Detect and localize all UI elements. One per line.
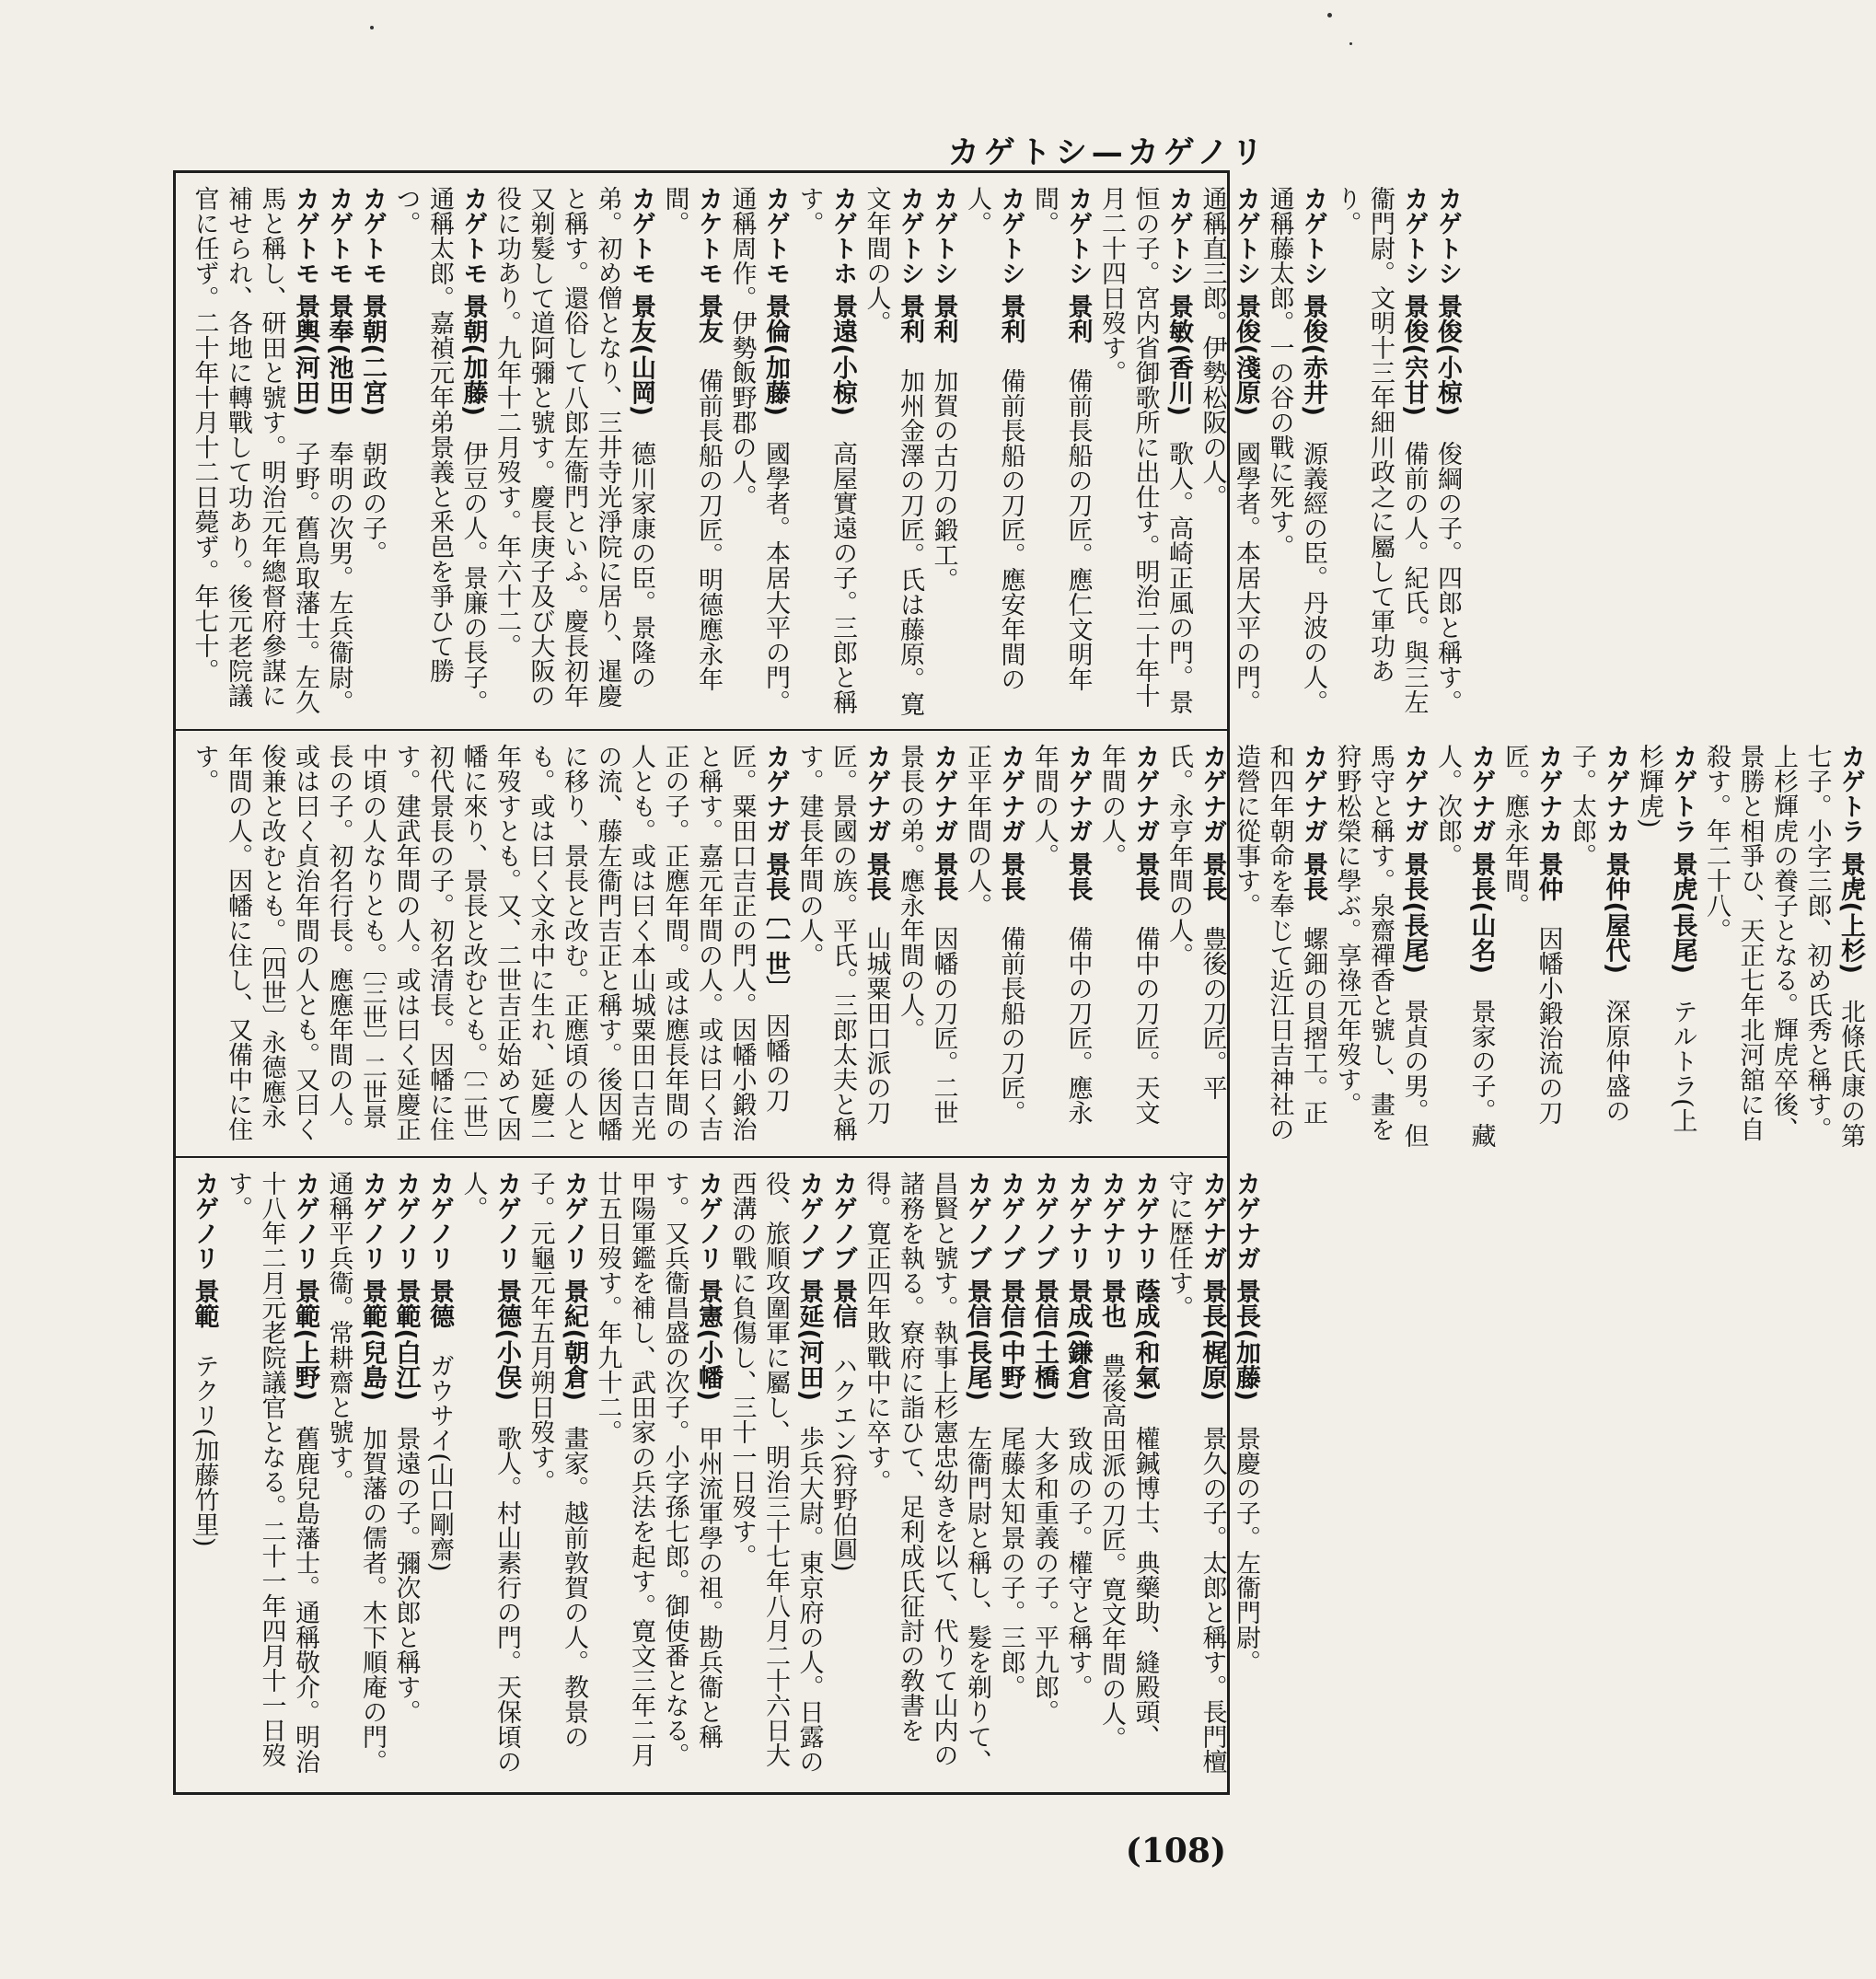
- entry-headword: カゲノリ 景憲(小幡): [694, 1171, 723, 1402]
- entry-definition: 奉明の次男。左兵衞尉。: [324, 441, 353, 715]
- entry-headword: カゲノブ 景信: [828, 1171, 857, 1329]
- dictionary-entry: [1027, 744, 1094, 1149]
- entry-definition: 舊鹿兒島藩士。通稱敬介。明治十八年二月元老院議官となる。二十一年四月十一日歿す。: [224, 1171, 319, 1775]
- dictionary-entry: [1329, 744, 1430, 1149]
- entry-headword: カゲナリ 蔭成(和氣): [1130, 1171, 1160, 1402]
- dictionary-entry: [1094, 1171, 1129, 1785]
- dictionary-entry: [187, 1171, 221, 1785]
- entry-definition: 歌人。村山素行の門。天保頃の人。: [458, 1171, 521, 1775]
- dictionary-entry: [1430, 186, 1465, 720]
- dictionary-entry: [926, 186, 960, 720]
- paper-speck: [370, 26, 374, 29]
- dictionary-entry: [1229, 744, 1330, 1149]
- entry-headword: カゲナガ 景長: [929, 744, 958, 902]
- entry-headword: カゲノブ 景信(土橋): [1030, 1171, 1059, 1402]
- entry-definition: 國學者。本居大平の門。通稱周作。伊勢飯野郡の人。: [727, 186, 790, 715]
- entry-headword: カゲナガ 景長: [996, 744, 1025, 902]
- entry-headword: カゲナガ 景長: [1299, 744, 1327, 902]
- entry-headword: カゲナガ 景長〔一世〕: [761, 744, 790, 989]
- tier-top-text: [176, 173, 1473, 729]
- entry-definition: 德川家康の臣。景隆の弟。初め僧となり、三井寺光淨院に居り、暹慶と稱す。還俗して八郎左衞門といふ。慶長初年又剃髮して道阿彌と號す。慶長庚子及び大阪の役に功あり。九年十二月歿す。年六十二。: [492, 186, 655, 708]
- dictionary-entry: [792, 186, 859, 720]
- entry-definition: 甲州流軍學の祖。勘兵衞と稱す。又兵衞昌盛の次子。小字孫七郎。御使番となる。甲陽軍鑑を補し、武田家の兵法を起す。寛文三年二月廿五日歿す。年九十二。: [593, 1171, 723, 1767]
- dictionary-entry: [355, 186, 389, 720]
- dictionary-entry: [1162, 1171, 1229, 1785]
- entry-definition: 景慶の子。左衞門尉。: [1232, 1426, 1260, 1675]
- entry-headword: カゲトモ 景友(山岡): [627, 186, 655, 417]
- entry-headword: カゲトシ 景俊(淺原): [1232, 186, 1260, 417]
- entry-headword: カゲナガ 景長: [1130, 744, 1160, 902]
- entry-definition: 備前長船の刀匠。明德應永年間。: [660, 186, 723, 692]
- entry-headword: カケトモ 景友: [694, 186, 723, 344]
- entry-definition: 加賀の古刀の鍛工。: [929, 368, 958, 593]
- entry-headword: カゲノブ 景信(長尾): [963, 1171, 991, 1402]
- entry-headword: カゲトモ 景倫(加藤): [761, 186, 790, 417]
- entry-headword: カゲノリ 景紀(朝倉): [560, 1171, 588, 1402]
- entry-definition: ガウサイ(山口剛齋): [425, 1353, 454, 1572]
- dictionary-entry: [187, 186, 321, 720]
- entry-definition: 權鍼博士、典藥助、縫殿頭、: [1130, 1426, 1160, 1750]
- entry-headword: カゲナガ 景長: [862, 744, 891, 902]
- entry-definition: 因幡小鍛治流の刀匠。應永年間。: [1500, 744, 1563, 1126]
- dictionary-entry: [321, 1171, 388, 1785]
- entry-definition: 高屋實遠の子。三郎と稱す。: [794, 186, 857, 715]
- entry-definition: 豊後高田派の刀匠。寛文年間の人。: [1097, 1353, 1126, 1752]
- entry-headword: カゲナガ 景長(山名): [1466, 744, 1496, 975]
- running-head: カゲトシ—カゲノリ: [947, 134, 1268, 171]
- tier-bottom-text: [176, 1158, 1271, 1794]
- entry-definition: 景久の子。太郎と稱す。長門檀守に歴任す。: [1164, 1171, 1227, 1775]
- dictionary-entry: [1329, 186, 1430, 720]
- entry-definition: 朝政の子。: [358, 441, 387, 566]
- dictionary-entry: [1128, 1171, 1162, 1785]
- entry-headword: カゲトモ 景朝(加藤): [458, 186, 488, 417]
- tier-top: [176, 173, 1462, 729]
- dictionary-entry: [388, 1171, 423, 1785]
- entry-definition: 歩兵大尉。東京府の人。日露の役、旅順攻圍軍に屬し、明治三十七年八月二十六日大西溝の戰に負傷し、三十一日歿す。: [727, 1171, 824, 1775]
- tier-middle: [176, 729, 1865, 1158]
- dictionary-entry: [523, 1171, 590, 1785]
- paper-speck: [1327, 13, 1332, 17]
- entry-headword: カゲトモ 景輿(河田): [291, 186, 319, 417]
- dictionary-entry: [826, 1171, 860, 1785]
- entry-headword: カゲナガ 景長(加藤): [1232, 1171, 1260, 1402]
- dictionary-entry: [1699, 744, 1868, 1149]
- entry-headword: カゲノブ 景信(中野): [996, 1171, 1025, 1402]
- dictionary-entry: [859, 186, 926, 720]
- entry-definition: 尾藤太知景の子。三郎。: [996, 1426, 1025, 1700]
- paper-speck: [1349, 42, 1352, 45]
- dictionary-entry: [221, 1171, 322, 1785]
- dictionary-entry: [859, 1171, 993, 1785]
- dictionary-entry: [993, 1171, 1027, 1785]
- entry-headword: カゲトシ 景利: [896, 186, 924, 344]
- entry-definition: 備前長船の刀匠。正平年間の人。: [963, 744, 1025, 1126]
- dictionary-entry: [1195, 186, 1262, 720]
- entry-headword: カゲノリ 景範(上野): [291, 1171, 319, 1402]
- entry-definition: 國學者。本居大平の門。通稱直三郎。伊勢松阪の人。: [1198, 186, 1260, 715]
- entry-headword: カゲノリ 景範(白江): [391, 1171, 421, 1402]
- entry-definition: 深原仲盛の子。太郎。: [1568, 744, 1630, 1124]
- entry-headword: カゲノリ 景德: [425, 1171, 454, 1329]
- entry-definition: 伊豆の人。景廉の長子。通稱太郎。嘉禎元年弟景義と釆邑を爭ひて勝つ。: [391, 186, 488, 715]
- entry-headword: カゲノリ 景範(兒島): [358, 1171, 387, 1402]
- entry-definition: 景貞の男。但馬守と稱す。泉齋禪香と號し、畫を狩野松榮に學ぶ。享祿元年歿す。: [1332, 744, 1429, 1149]
- entry-headword: カゲトシ 景俊(宍甘): [1399, 186, 1429, 417]
- entry-definition: 因幡の刀匠。二世景長の弟。應永年間の人。: [896, 744, 958, 1126]
- entry-definition: 景家の子。藏人。次郎。: [1433, 744, 1496, 1149]
- dictionary-entry: [724, 186, 792, 720]
- entry-headword: カゲノリ 景德(小俣): [492, 1171, 521, 1402]
- dictionary-entry: [724, 1171, 826, 1785]
- entry-definition: 景遠の子。彌次郎と稱す。: [391, 1426, 421, 1725]
- entry-definition: 歌人。高崎正風の門。景恒の子。宮内省御歌所に出仕す。明治二十年十月二十四日歿す。: [1097, 186, 1193, 715]
- dictionary-entry: [1027, 1171, 1061, 1785]
- dictionary-entry: [388, 186, 490, 720]
- entry-headword: カゲナガ 景長: [1063, 744, 1093, 902]
- entry-definition: 備前長船の刀匠。應安年間の人。: [963, 186, 1025, 692]
- entry-definition: 螺鈿の貝摺工。正和四年朝命を奉じて近江日吉神社の造營に從事す。: [1232, 744, 1327, 1141]
- entry-definition: 畫家。越前敦賀の人。教景の子。元龜元年五月朔日歿す。: [526, 1171, 588, 1750]
- entry-headword: カゲノリ 景範: [190, 1171, 219, 1329]
- entry-definition: 山城粟田口派の刀匠。景國の族。平氏。三郎太夫と稱す。建長年間の人。: [794, 744, 891, 1141]
- dictionary-entry: [423, 1171, 457, 1785]
- entry-definition: 備中の刀匠。應永年間の人。: [1030, 744, 1093, 1126]
- entry-definition: テルトラ(上杉輝虎): [1635, 744, 1697, 1133]
- entry-headword: カゲナガ 景長(長尾): [1399, 744, 1429, 975]
- entry-definition: 加賀藩の儒者。木下順庵の門。通稱平兵衞。常耕齋と號す。: [324, 1171, 387, 1775]
- entry-definition: 左衞門尉と稱し、髮を剃りて、昌賢と號す。執事上杉憲忠幼きを以て、代りて山内の諸務を執る。寮府に詣ひて、足利成氏征討の敎書を得。寛正四年敗戰中に卒す。: [862, 1171, 991, 1775]
- entry-headword: カゲナガ 景長(梶原): [1198, 1171, 1227, 1402]
- entry-headword: カゲノブ 景延(河田): [794, 1171, 824, 1402]
- dictionary-entry: [590, 1171, 724, 1785]
- entry-definition: 備中の刀匠。天文年間の人。: [1097, 744, 1160, 1126]
- entry-definition: 豊後の刀匠。平氏。永亨年間の人。: [1164, 744, 1227, 1101]
- entry-definition: 備前の人。紀氏。與三左衞門尉。文明十三年細川政之に屬して軍功あり。: [1332, 186, 1429, 715]
- entry-headword: カゲナリ 景也: [1097, 1171, 1126, 1329]
- dictionary-entry: [321, 186, 355, 720]
- entry-definition: 子野。舊鳥取藩士。左久馬と稱し、研田と號す。明治元年總督府參謀に補せられ、各地に轉戰して功あり。後元老院議官に任ず。二十年十月十二日薨ず。年七十。: [190, 186, 319, 715]
- entry-headword: カゲトモ 景奉(池田): [324, 186, 353, 417]
- entry-headword: カゲトシ 景利: [996, 186, 1025, 344]
- entry-headword: カゲナカ 景仲(屋代): [1601, 744, 1630, 975]
- dictionary-entry: [960, 186, 1027, 720]
- tier-bottom: [176, 1156, 1260, 1794]
- entry-headword: カゲナリ 景成(鎌倉): [1063, 1171, 1093, 1402]
- entry-definition: 因幡の刀匠。粟田口吉正の門人。因幡小鍛治と稱す。嘉元年間の人。或は曰く吉正の子。正應年間。或は應長年間の人とも。或は曰く本山城粟田口吉光の流、藤左衞門吉正と稱す。後因幡に移り、景長と改む。正應頃の人とも。或は曰く文永中に生れ、延慶二年歿すとも。又、二世吉正始めて因幡に來り、景長と改むとも。〔二世〕初代景長の子。初名清長。因幡に住す。建武年間の人。或は曰く延慶正中頃の人なりとも。〔三世〕二世景長の子。初名行長。應應年間の人。或は曰く貞治年間の人とも。又曰く俊兼と改むとも。〔四世〕永德應永年間の人。因幡に住し、又備中に住す。: [190, 744, 790, 1141]
- entry-headword: カゲトシ 景利: [929, 186, 958, 344]
- entry-headword: カゲナガ 景長: [1198, 744, 1227, 902]
- entry-definition: 源義經の臣。丹波の人。通稱藤太郎。一の谷の戰に死す。: [1265, 186, 1327, 715]
- dictionary-entry: [893, 744, 960, 1149]
- entry-headword: カゲトシ 景俊(赤井): [1299, 186, 1327, 417]
- entry-definition: 北條氏康の第七子。小字三郎、初め氏秀と稱す。上杉輝虎の養子となる。輝虎卒後、景勝と相爭ひ、天正七年北河舘に自殺す。年二十八。: [1702, 744, 1865, 1149]
- dictionary-entry: [657, 186, 724, 720]
- dictionary-entry: [1565, 744, 1632, 1149]
- entry-definition: 大多和重義の子。平九郎。: [1030, 1426, 1059, 1725]
- dictionary-entry: [490, 186, 658, 720]
- page-number: (108): [1125, 1832, 1226, 1870]
- entry-headword: カゲトシ 景俊(小椋): [1433, 186, 1462, 417]
- dictionary-entry: [1632, 744, 1699, 1149]
- dictionary-entry: [187, 744, 792, 1149]
- entry-headword: カゲトシ 景利: [1063, 186, 1093, 344]
- dictionary-entry: [1060, 1171, 1094, 1785]
- dictionary-entry: [1027, 186, 1094, 720]
- entry-headword: カゲトラ 景虎(上杉): [1836, 744, 1865, 975]
- dictionary-entry: [792, 744, 893, 1149]
- dictionary-entry: [1094, 186, 1196, 720]
- dictionary-frame: [173, 170, 1865, 1795]
- dictionary-entry: [1262, 186, 1329, 720]
- entry-definition: 致成の子。權守と稱す。: [1063, 1426, 1093, 1700]
- dictionary-entry: [1094, 744, 1162, 1149]
- dictionary-entry: [1162, 744, 1229, 1149]
- entry-headword: カゲナカ 景仲: [1534, 744, 1563, 902]
- dictionary-entry: [960, 744, 1027, 1149]
- entry-definition: 加州金澤の刀匠。氏は藤原。寛文年間の人。: [862, 186, 924, 717]
- entry-headword: カゲトホ 景遠(小椋): [828, 186, 857, 417]
- entry-definition: テクリ(加藤竹里): [190, 1353, 219, 1547]
- dictionary-entry: [1430, 744, 1498, 1149]
- entry-headword: カゲトラ 景虎(長尾): [1668, 744, 1697, 975]
- dictionary-entry: [456, 1171, 523, 1785]
- dictionary-entry: [1498, 744, 1565, 1149]
- dictionary-entry: [1229, 1171, 1263, 1785]
- entry-definition: 備前長船の刀匠。應仁文明年間。: [1030, 186, 1093, 692]
- entry-definition: ハクエン(狩野伯圓): [828, 1353, 857, 1572]
- entry-definition: 俊綱の子。四郎と稱す。: [1433, 441, 1462, 715]
- entry-headword: カゲトシ 景敏(香川): [1164, 186, 1193, 417]
- entry-headword: カゲトモ 景朝(二宮): [358, 186, 387, 417]
- tier-middle-text: [176, 731, 1876, 1158]
